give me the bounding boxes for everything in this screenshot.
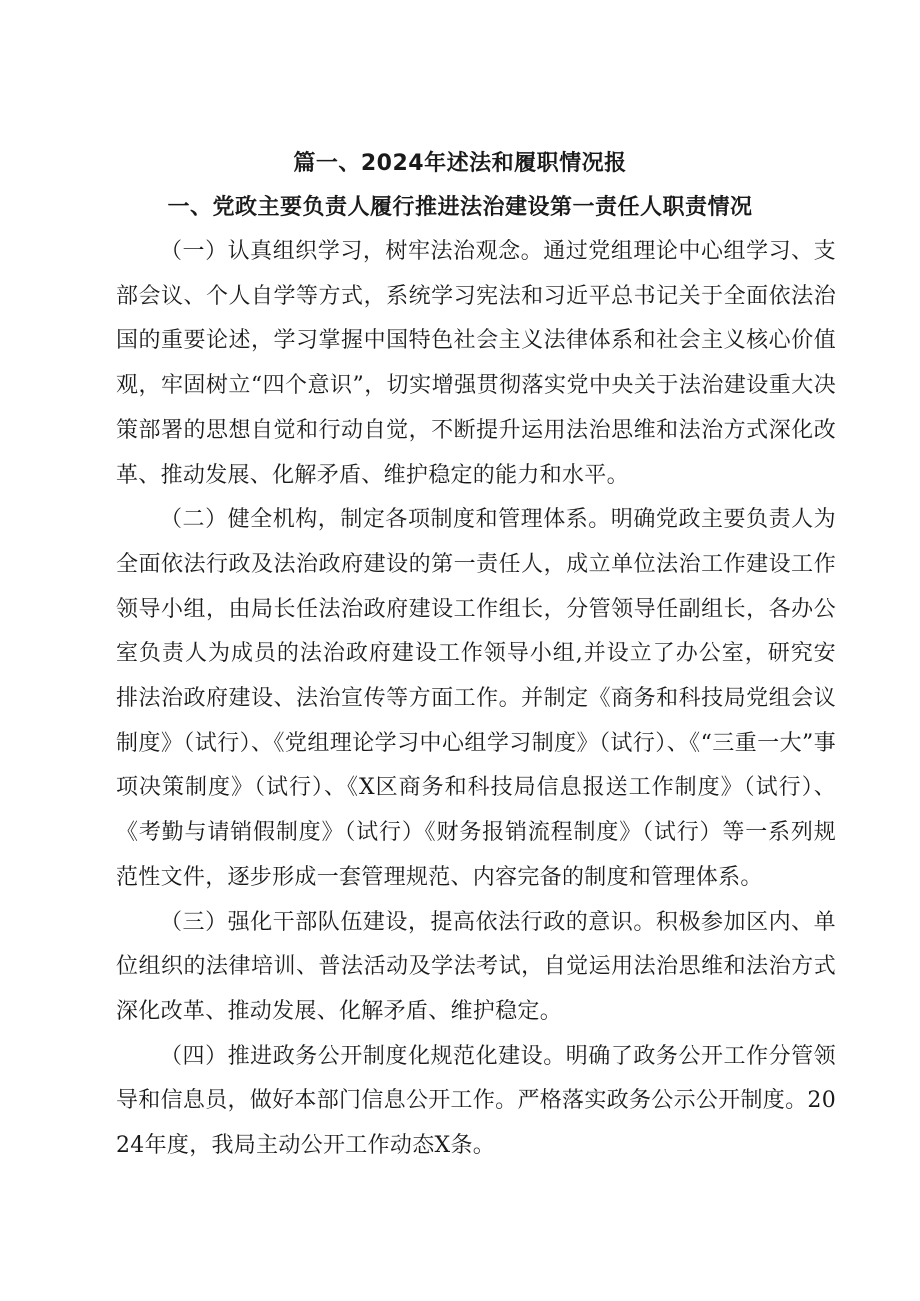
paragraph-2: （二）健全机构，制定各项制度和管理体系。明确党政主要负责人为全面依法行政及法治政府建设的第一责任人，成立单位法治工作建设工作领导小组，由局长任法治政府建设工作组长，分管领导任副组长，各办公室负责人为成员的法治政府建设工作领导小组,并设立了办公室，研究安排法治政府建设、法治宣传等方面工作。并制定《商务和科技局党组会议制度》（试行）、《党组理论学习中心组学习制度》（试行）、《“三重一大”事项决策制度》（试行）、《X区商务和科技局信息报送工作制度》（试行）、《考勤与请销假制度》（试行）《财务报销流程制度》（试行）等一系列规范性文件，逐步形成一套管理规范、内容完备的制度和管理体系。 — [116, 507, 836, 890]
paragraph-3: （三）强化干部队伍建设，提高依法行政的意识。积极参加区内、单位组织的法律培训、普法活动及学法考试，自觉运用法治思维和法治方式深化改革、推动发展、化解矛盾、维护稳定。 — [116, 909, 836, 1024]
section-heading: 一、党政主要负责人履行推进法治建设第一责任人职责情况 — [167, 195, 753, 220]
document-title: 篇一、2024年述法和履职情况报 — [293, 151, 627, 176]
document-body — [116, 230, 836, 1169]
paragraph-1: （一）认真组织学习，树牢法治观念。通过党组理论中心组学习、支部会议、个人自学等方式，系统学习宪法和习近平总书记关于全面依法治国的重要论述，学习掌握中国特色社会主义法律体系和社会主义核心价值观，牢固树立“四个意识”，切实增强贯彻落实党中央关于法治建设重大决策部署的思想自觉和行动自觉，不断提升运用法治思维和法治方式深化改革、推动发展、化解矛盾、维护稳定的能力和水平。 — [116, 239, 836, 488]
paragraph-4: （四）推进政务公开制度化规范化建设。明确了政务公开工作分管领导和信息员，做好本部门信息公开工作。严格落实政务公示公开制度。2024年度，我局主动公开工作动态X条。 — [116, 1043, 836, 1159]
